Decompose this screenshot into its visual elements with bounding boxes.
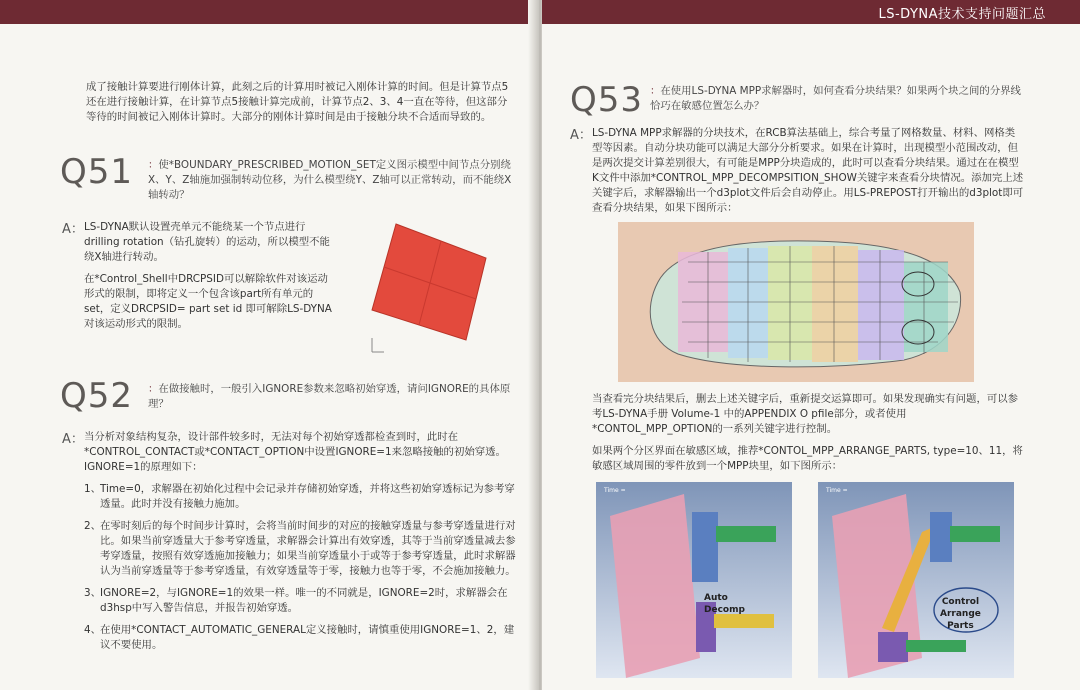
list-item-text: IGNORE=2，与IGNORE=1的效果一样。唯一的不同就是，IGNORE=2时，求解器会在d3hsp中写入警告信息，并报告初始穿透。 <box>100 587 508 614</box>
q52-answer-marker: A： <box>62 432 84 447</box>
q53-answer-p3: 如果两个分区界面在敏感区域，推荐*CONTOL_MPP_ARRANGE_PARTS, type=10、11，将敏感区域周围的零件放到一个MPP块里，如下图所示： <box>592 445 1023 472</box>
control-label-line2: Arrange <box>940 609 981 619</box>
q53-question: ：在使用LS-DYNA MPP求解器时，如何查看分块结果？如果两个块之间的分界线恰巧在敏感位置怎么办？ <box>650 85 1021 112</box>
q51-answer-marker: A： <box>62 222 84 237</box>
q51-answer-p2: 在*Control_Shell中DRCPSID可以解除软件对该运动形式的限制，即将定义一个包含该part所有单元的set，定义DRCPSID= part set id 即可解除LS-DYNA对该运动形式的限制。 <box>84 273 332 330</box>
q51-question: ：使*BOUNDARY_PRESCRIBED_MOTION_SET定义图示模型中间节点分别绕X、Y、Z轴施加强制转动位移，为什么模型绕Y、Z轴可以正常转动，而不能绕X轴转动？ <box>148 159 512 201</box>
list-item-text: 在使用*CONTACT_AUTOMATIC_GENERAL定义接触时，请慎重使用IGNORE=1、2，建议不要使用。 <box>100 624 515 651</box>
q52-question-text: 在做接触时，一般引入IGNORE参数来忽略初始穿透，请问IGNORE的具体原理？ <box>148 383 511 410</box>
list-item <box>84 623 518 653</box>
q53-answer-p2: 当查看完分块结果后，删去上述关键字后，重新提交运算即可。如果发现确实有问题，可以参考LS-DYNA手册 Volume-1 中的APPENDIX O pfile部分，或者使用*CONTOL_MPP_OPTION的一系列关键字进行控制。 <box>592 393 1019 435</box>
list-item-number: 4、 <box>84 624 102 636</box>
header-title: LS-DYNA技术支持问题汇总 <box>878 7 1046 22</box>
arrange-parts-figure <box>818 482 1014 678</box>
intro-paragraph: 成了接触计算要进行刚体计算，此刻之后的计算用时被记入刚体计算的时间。但是计算节点5还在进行接触计算，在计算节点5接触计算完成前，计算节点2、3、4一直在等待，但这部分等待的时间被记入刚体计算时。大部分的刚体计算时间是由于接触分块不合适而导致的。 <box>86 81 509 123</box>
lower-arm <box>906 640 966 652</box>
q52-answer-intro: 当分析对象结构复杂，设计部件较多时，无法对每个初始穿透都检查到时，此时在*CONTROL_CONTACT或*CONTACT_OPTION中设置IGNORE=1来忽略接触的初始穿透。IGNORE=1的原理如下： <box>84 431 506 473</box>
control-label-line3: Parts <box>947 621 974 631</box>
q53-answer-marker: A： <box>570 128 592 143</box>
q53-number: Q53 <box>570 80 644 120</box>
q53-question-text: 在使用LS-DYNA MPP求解器时，如何查看分块结果？如果两个块之间的分界线恰巧在敏感位置怎么办？ <box>650 85 1021 112</box>
block-c <box>812 246 858 362</box>
time-label: Time = <box>604 487 626 494</box>
column-part <box>930 512 952 562</box>
auto-decomp-label <box>704 592 745 616</box>
red-plate <box>372 224 486 340</box>
right-header-bar <box>542 0 1080 24</box>
q52-list <box>84 482 518 660</box>
lower-arm <box>714 614 774 628</box>
q51-answer-p1: LS-DYNA默认设置壳单元不能绕某一个节点进行drilling rotation（钻孔旋转）的运动，所以模型不能绕X轴进行转动。 <box>84 221 330 263</box>
list-item-number: 3、 <box>84 587 102 599</box>
list-item <box>84 586 518 616</box>
q52-question: ：在做接触时，一般引入IGNORE参数来忽略初始穿透，请问IGNORE的具体原理？ <box>148 383 511 410</box>
auto-label-line1: Auto <box>704 593 728 603</box>
car-decomposition-figure <box>618 222 974 382</box>
q52-number: Q52 <box>60 376 134 416</box>
q51-answer-letter: A <box>62 222 71 237</box>
list-item-text: Time=0，求解器在初始化过程中会记录并存储初始穿透，并将这些初始穿透标记为参考穿透量。此时并没有接触力施加。 <box>100 483 515 510</box>
list-item-text: 在零时刻后的每个时间步计算时，会将当前时间步的对应的接触穿透量与参考穿透量进行对比。如果当前穿透量大于参考穿透量，求解器会计算出有效穿透，其等于当前穿透量减去参考穿透量，按照有效穿透施加接触力；如果当前穿透量小于或等于参考穿透量，此时求解器认为当前穿透量等于参考穿透量，有效穿透量等于零，接触力也等于零，不会施加接触力。 <box>100 520 516 577</box>
q52-answer-letter: A <box>62 432 71 447</box>
auto-label-line2: Decomp <box>704 605 745 615</box>
left-page <box>0 0 538 690</box>
pink-wall <box>610 494 700 678</box>
right-page <box>542 0 1080 690</box>
column-part <box>692 512 718 582</box>
list-item <box>84 482 518 512</box>
q53-answer-p1: LS-DYNA MPP求解器的分块技术，在RCB算法基础上，综合考量了网格数量、材料、网格类型等因素。自动分块功能可以满足大部分分析要求。如果在计算时，出现模型小范围改动，但是两次提交计算差别很大，有可能是MPP分块造成的，此时可以查看分块结果。通过在在模型K文件中添加*CONTROL_MPP_DECOMPSITION_SHOW关键字来查看分块情况。添加完上述关键字后，求解器输出一个d3plot文件后会自动停止。用LS-PREPOST打开输出的d3plot即可查看分块结果，如果下图所示： <box>592 127 1024 214</box>
lower-part <box>878 632 908 662</box>
block-d <box>858 250 904 360</box>
rotated-plate-figure <box>350 214 510 364</box>
list-item <box>84 519 518 579</box>
control-arrange-label <box>940 596 981 632</box>
time-label: Time = <box>826 487 848 494</box>
left-header-bar <box>0 0 538 24</box>
control-label-line1: Control <box>941 597 980 607</box>
arm-part <box>716 526 776 542</box>
q51-number: Q51 <box>60 152 134 192</box>
q53-answer-letter: A <box>570 128 579 143</box>
block-rear <box>904 262 948 352</box>
arm-part <box>950 526 1000 542</box>
auto-decomp-figure <box>596 482 792 678</box>
list-item-number: 1、 <box>84 483 102 495</box>
list-item-number: 2、 <box>84 520 102 532</box>
q51-question-text: 使*BOUNDARY_PRESCRIBED_MOTION_SET定义图示模型中间节点分别绕X、Y、Z轴施加强制转动位移，为什么模型绕Y、Z轴可以正常转动，而不能绕X轴转动？ <box>148 159 512 201</box>
